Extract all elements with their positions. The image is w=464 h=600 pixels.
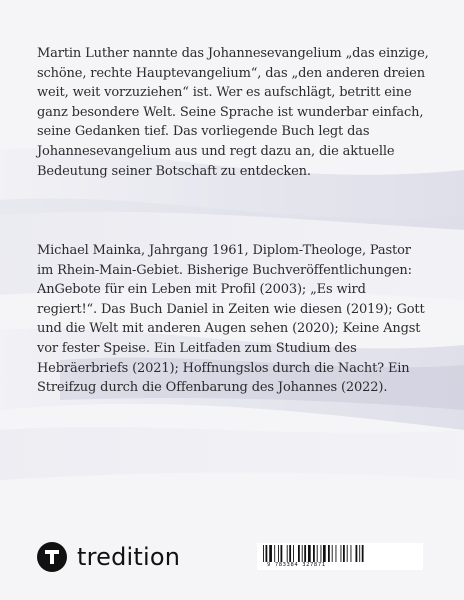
book-blurb: Martin Luther nannte das Johannesevangelium „das einzige, schöne, rechte Hauptevangelium“, das „den anderen dreien weit, weit vorzuziehen“ ist. Wer es aufschlägt, betritt eine ganz besondere Welt. Seine Sprache ist wunderbar einfach, seine Gedanken tief. Das vorliegende Buch legt das Johannesevangelium aus und regt dazu an, die aktuelle Bedeutung seiner Botschaft zu entdecken. xyxy=(37,46,429,179)
author-bio: Michael Mainka, Jahrgang 1961, Diplom-Theologe, Pastor im Rhein-Main-Gebiet. Bisherige Buchveröffentlichungen: AnGebote für ein Leben mit Profil (2003); „Es wird regiert!“. Das Buch Daniel in Zeiten wie diesen (2019); Gott und die Welt mit anderen Augen sehen (2020); Keine Angst vor fester Speise. Ein Leitfaden zum Studium des Hebräerbriefs (2021); Hoffnungslos durch die Nacht? Ein Streifzug durch die Offenbarung des Johannes (2022). xyxy=(37,243,425,396)
isbn-barcode xyxy=(257,543,423,570)
barcode-number: 9 783384 327871 xyxy=(267,562,417,569)
publisher-name: tredition xyxy=(77,543,181,571)
tredition-t-icon xyxy=(37,542,67,572)
publisher-logo xyxy=(37,540,180,574)
